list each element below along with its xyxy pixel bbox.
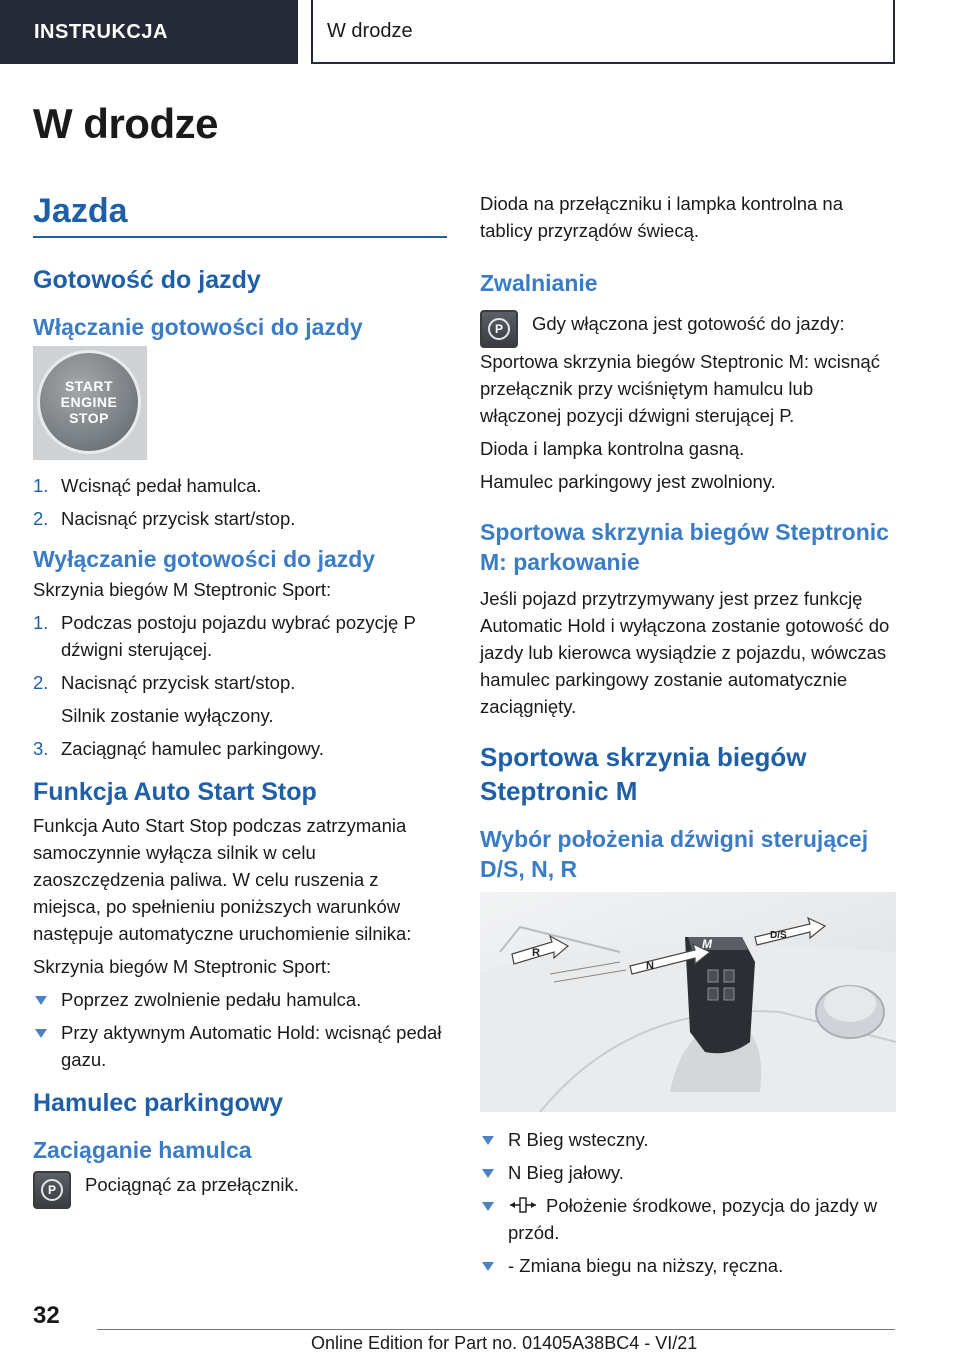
step-number: 3. — [33, 738, 49, 759]
center-position-icon — [508, 1196, 538, 1214]
steptronic-heading: Sportowa skrzynia biegów Steptronic M — [480, 742, 807, 806]
gear-label-n: N — [646, 960, 654, 972]
list-item — [480, 1252, 896, 1279]
footer-divider — [97, 1329, 895, 1330]
list-item — [33, 609, 447, 663]
step-text: Nacisnąć przycisk start/stop. — [61, 672, 296, 693]
header-section-tab — [0, 0, 298, 64]
zwalnianie-paragraph: Hamulec parkingowy jest zwolniony. — [480, 471, 776, 492]
stop-label: STOP — [69, 410, 109, 426]
page-title: W drodze — [33, 100, 218, 147]
zwalnianie-heading: Zwalnianie — [480, 270, 598, 296]
auto-paragraph-gearbox: Skrzynia biegów M Steptronic Sport: — [33, 956, 332, 977]
header-chapter-tab — [311, 0, 895, 64]
bullet-text: Przy aktywnym Automatic Hold: wcisnąć pedał gazu. — [61, 1022, 442, 1070]
jazda-heading-block — [33, 190, 447, 238]
footer-edition: Online Edition for Part no. 01405A38BC4 - VI/21 — [311, 1333, 698, 1353]
step-text: Zaciągnąć hamulec parkingowy. — [61, 738, 324, 759]
wlaczanie-steps — [33, 472, 447, 532]
gear-bullets — [480, 1126, 896, 1279]
bullet-text: - Zmiana biegu na niższy, ręczna. — [508, 1255, 784, 1276]
auto-start-stop-heading: Funkcja Auto Start Stop — [33, 778, 317, 806]
svg-text:M: M — [702, 937, 712, 951]
bullet-text: N Bieg jałowy. — [508, 1162, 624, 1183]
parkowanie-heading: Sportowa skrzynia biegów Steptronic M: parkowanie — [480, 519, 889, 575]
parkowanie-paragraph: Jeśli pojazd przytrzymywany jest przez funkcję Automatic Hold i wyłączona zostanie gotowość do jazdy lub kierowca wysiądzie z pojazdu, wówczas hamulec parkingowy zostanie automatycznie zaciągnięty. — [480, 588, 890, 717]
triangle-bullet-icon — [482, 1136, 494, 1145]
list-item — [33, 735, 447, 762]
gotowosc-heading: Gotowość do jazdy — [33, 266, 261, 294]
list-item — [33, 986, 447, 1013]
triangle-bullet-icon — [35, 1029, 47, 1038]
auto-paragraph: Funkcja Auto Start Stop podczas zatrzymania samoczynnie wyłącza silnik w celu zaoszczędzenia paliwa. W celu ruszenia z miejsca, po spełnieniu poniższych warunków następuje automatyczne uruchomienie silnika: — [33, 815, 412, 944]
triangle-bullet-icon — [35, 996, 47, 1005]
list-item — [480, 1192, 896, 1246]
zwalnianie-paragraph: Sportowa skrzynia biegów Steptronic M: wcisnąć przełącznik przy wciśniętym hamulcu lub włączonej pozycji dźwigni sterującej P. — [480, 351, 880, 426]
auto-bullets — [33, 986, 447, 1073]
bullet-text: Położenie środkowe, pozycja do jazdy w przód. — [508, 1195, 878, 1243]
zaciaganie-heading: Zaciąganie hamulca — [33, 1137, 252, 1163]
step-text: Nacisnąć przycisk start/stop. — [61, 508, 296, 529]
bullet-text: Poprzez zwolnienie pedału hamulca. — [61, 989, 362, 1010]
parking-brake-icon: P — [480, 310, 518, 348]
step-text: Podczas postoju pojazdu wybrać pozycję P dźwigni sterującej. — [61, 612, 416, 660]
engine-label: ENGINE — [60, 394, 118, 410]
list-item — [480, 1159, 896, 1186]
zwalnianie-intro: Gdy włączona jest gotowość do jazdy: — [532, 313, 845, 334]
wylaczanie-steps — [33, 609, 447, 762]
list-item — [33, 505, 447, 532]
page-number: 32 — [33, 1302, 60, 1329]
start-stop-button-image — [33, 346, 147, 460]
wybor-heading: Wybór położenia dźwigni sterującej D/S, N, R — [480, 826, 869, 882]
list-item — [33, 669, 447, 696]
wylaczanie-intro: Skrzynia biegów M Steptronic Sport: — [33, 579, 332, 600]
gear-selector-illustration — [480, 892, 896, 1112]
left-column — [33, 190, 447, 1209]
step-number: 2. — [33, 672, 49, 693]
start-label: START — [64, 378, 114, 394]
header-chapter-label: W drodze — [327, 19, 413, 42]
gear-selector-image — [480, 892, 896, 1112]
parking-brake-icon: P — [33, 1171, 71, 1209]
bullet-text: R Bieg wsteczny. — [508, 1129, 649, 1150]
step-number: 2. — [33, 508, 49, 529]
step-text: Wcisnąć pedał hamulca. — [61, 475, 262, 496]
zaciaganie-text: Pociągnąć za przełącznik. — [85, 1174, 299, 1195]
wlaczanie-heading: Włączanie gotowości do jazdy — [33, 314, 363, 340]
list-item — [33, 1019, 447, 1073]
zwalnianie-paragraph: Dioda i lampka kontrolna gasną. — [480, 438, 745, 459]
list-item-note: Silnik zostanie wyłączony. — [61, 705, 274, 726]
header-section-label: INSTRUKCJA — [34, 20, 168, 43]
dioda-text: Dioda na przełączniku i lampka kontrolna na tablicy przyrządów świecą. — [480, 193, 844, 241]
jazda-heading: Jazda — [33, 192, 128, 230]
step-number: 1. — [33, 475, 49, 496]
right-column — [480, 190, 896, 1285]
triangle-bullet-icon — [482, 1262, 494, 1271]
zaciaganie-row — [33, 1171, 447, 1209]
start-stop-button-icon — [37, 350, 141, 454]
gear-label-ds: D/S — [770, 930, 787, 941]
gear-label-r: R — [532, 947, 540, 959]
zwalnianie-row — [480, 310, 896, 348]
hamulec-heading: Hamulec parkingowy — [33, 1089, 284, 1117]
list-item — [33, 472, 447, 499]
triangle-bullet-icon — [482, 1202, 494, 1211]
triangle-bullet-icon — [482, 1169, 494, 1178]
list-item — [480, 1126, 896, 1153]
step-number: 1. — [33, 612, 49, 633]
wylaczanie-heading: Wyłączanie gotowości do jazdy — [33, 546, 376, 572]
